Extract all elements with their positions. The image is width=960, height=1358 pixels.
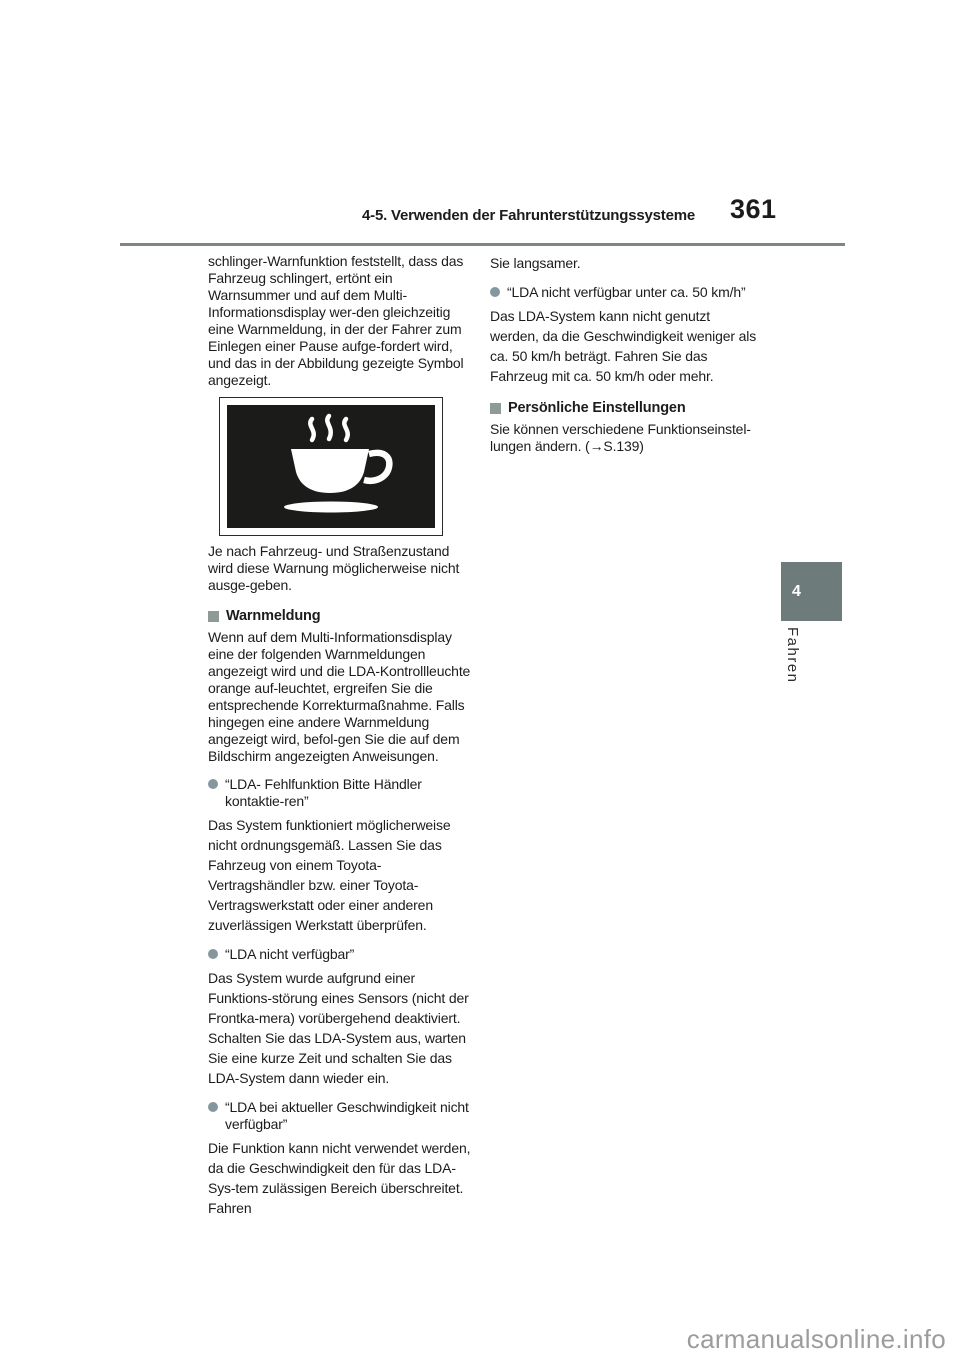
right-column [490,253,760,455]
warning-message-body: Das System wurde aufgrund einer Funktions-störung eines Sensors (nicht der Frontka-mera) vorübergehend deaktiviert. Schalten Sie das LDA-System aus, warten Sie eine kurze Zeit und schalten Sie das LDA-System dann wieder ein. [208,970,469,1086]
bullet-dot-icon [490,287,500,297]
warning-message-label: “LDA- Fehlfunktion Bitte Händler kontaktie-ren” [225,776,422,809]
paragraph-note: Je nach Fahrzeug- und Straßenzustand wird diese Warnung möglicherweise nicht ausge-geben. [208,543,460,593]
section-heading-einstellungen [490,400,760,416]
break-warning-figure [219,397,443,536]
warning-message-label: “LDA nicht verfügbar” [225,946,355,962]
coffee-cup-steam-icon [227,405,435,528]
header-rule [120,243,845,246]
warning-message-item [208,776,473,810]
paragraph-einstellungen: Sie können verschiedene Funktionseinstel-lungen ändern. (→S.139) [490,421,751,454]
bullet-dot-icon [208,949,218,959]
warning-message-body: Die Funktion kann nicht verwendet werden, da die Geschwindigkeit den für das LDA-Sys-tem zulässigen Bereich überschreitet. Fahren [208,1140,471,1216]
watermark: carmanualsonline.info [686,1324,946,1354]
section-header-title: 4-5. Verwenden der Fahrunterstützungssysteme [362,207,695,224]
warning-message-label: “LDA bei aktueller Geschwindigkeit nicht verfügbar” [225,1099,469,1132]
bullet-dot-icon [208,1102,218,1112]
section-square-icon [490,403,501,414]
section-heading-label: Persönliche Einstellungen [508,400,686,416]
bullet-dot-icon [208,779,218,789]
paragraph-intro: schlinger-Warnfunktion feststellt, dass das Fahrzeug schlingert, ertönt ein Warnsummer und auf dem Multi-Informationsdisplay wer-den gleichzeitig eine Warnmeldung, in der der Fahrer zum Einlegen einer Pause aufge-fordert wird, und das in der Abbildung gezeigte Symbol angezeigt. [208,253,464,388]
chapter-number: 4 [792,582,801,600]
section-square-icon [208,611,219,622]
left-column [208,253,473,1218]
warning-message-item [490,284,760,301]
chapter-tab [781,562,842,621]
chapter-label: Fahren [784,627,801,684]
warning-message-body: Das LDA-System kann nicht genutzt werden, da die Geschwindigkeit weniger als ca. 50 km/h beträgt. Fahren Sie das Fahrzeug mit ca. 50 km/h oder mehr. [490,308,757,384]
paragraph-warnmeldung: Wenn auf dem Multi-Informationsdisplay eine der folgenden Warnmeldungen angezeigt wird und die LDA-Kontrollleuchte orange auf-leuchtet, ergreifen Sie die entsprechende Korrekturmaßnahme. Falls hingegen eine andere Warnmeldung angezeigt wird, befol-gen Sie die auf dem Bildschirm angezeigten Anweisungen. [208,629,471,764]
warning-message-item [208,1099,473,1133]
warning-message-label: “LDA nicht verfügbar unter ca. 50 km/h” [507,284,746,300]
page-number: 361 [730,194,777,224]
warning-message-body: Das System funktioniert möglicherweise nicht ordnungsgemäß. Lassen Sie das Fahrzeug von einem Toyota-Vertragshändler bzw. einer Toyota-Vertragswerkstatt oder einer anderen zuverlässigen Werkstatt überprüfen. [208,817,451,933]
paragraph-continuation: Sie langsamer. [490,255,581,271]
section-heading-warnmeldung [208,608,473,624]
warning-message-item [208,946,473,963]
section-heading-label: Warnmeldung [226,608,321,624]
